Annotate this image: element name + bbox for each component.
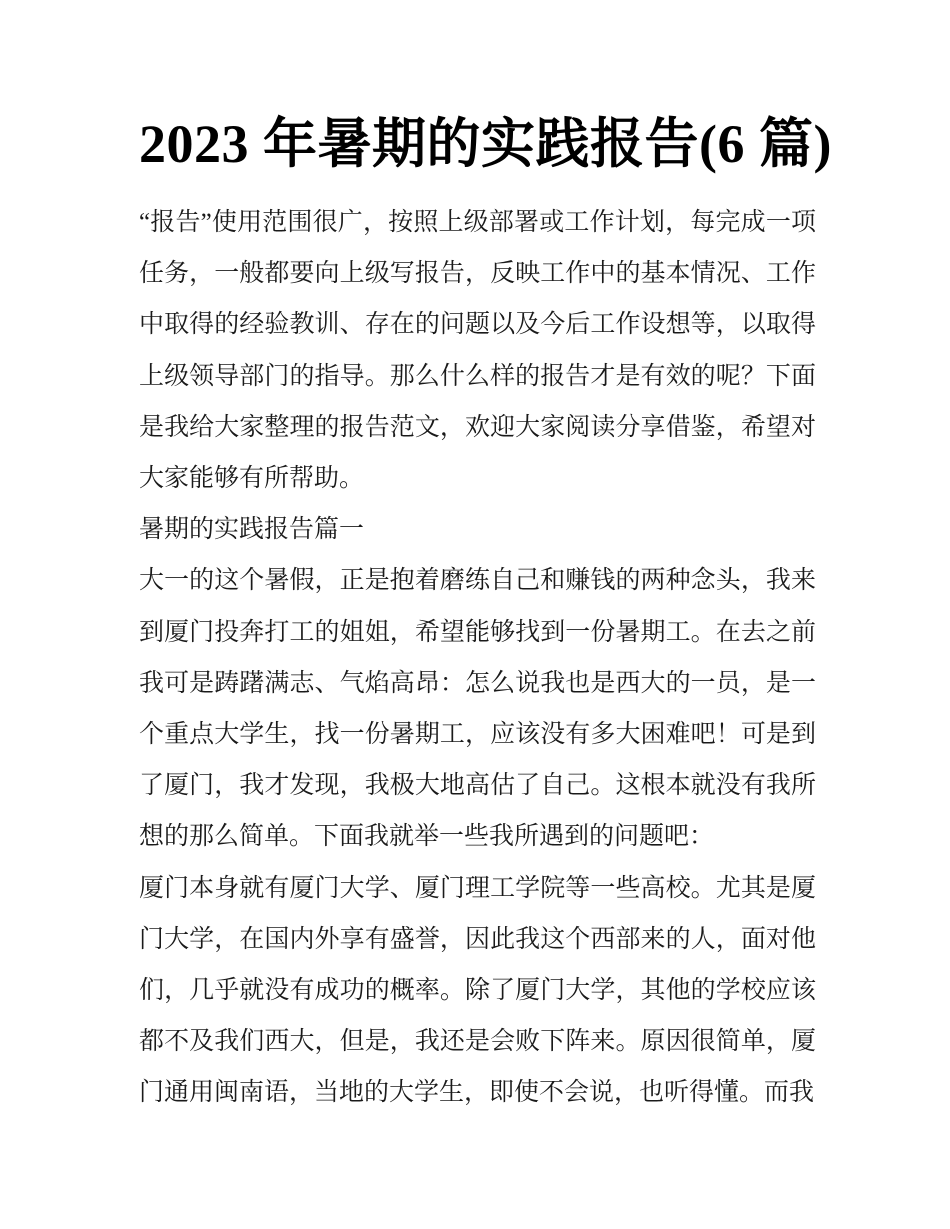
paragraph-report-2: 厦门本身就有厦门大学、厦门理工学院等一些高校。尤其是厦门大学，在国内外享有盛誉，因此我这个西部来的人，面对他们，几乎就没有成功的概率。除了厦门大学，其他的学校应该都不及我们西大，但是，我还是会败下阵来。原因很简单，厦门通用闽南语，当地的大学生，即使不会说，也听得懂。而我 [139, 874, 816, 1107]
document-content [139, 110, 832, 1119]
document-title: 2023 年暑期的实践报告(6 篇) [139, 114, 832, 174]
paragraph-section-heading: 暑期的实践报告篇一 [139, 516, 365, 544]
paragraph-report-1: 大一的这个暑假，正是抱着磨练自己和赚钱的两种念头，我来到厦门投奔打工的姐姐，希望能够找到一份暑期工。在去之前我可是踌躇满志、气焰高昂：怎么说我也是西大的一员，是一个重点大学生，找一份暑期工，应该没有多大困难吧！可是到了厦门，我才发现，我极大地高估了自己。这根本就没有我所想的那么简单。下面我就举一些我所遇到的问题吧： [139, 567, 816, 851]
paragraph-intro: “报告”使用范围很广，按照上级部署或工作计划，每完成一项任务，一般都要向上级写报告，反映工作中的基本情况、工作中取得的经验教训、存在的问题以及今后工作设想等，以取得上级领导部门的指导。那么什么样的报告才是有效的呢？下面是我给大家整理的报告范文，欢迎大家阅读分享借鉴，希望对大家能够有所帮助。 [139, 209, 816, 493]
document-body [139, 197, 816, 1119]
